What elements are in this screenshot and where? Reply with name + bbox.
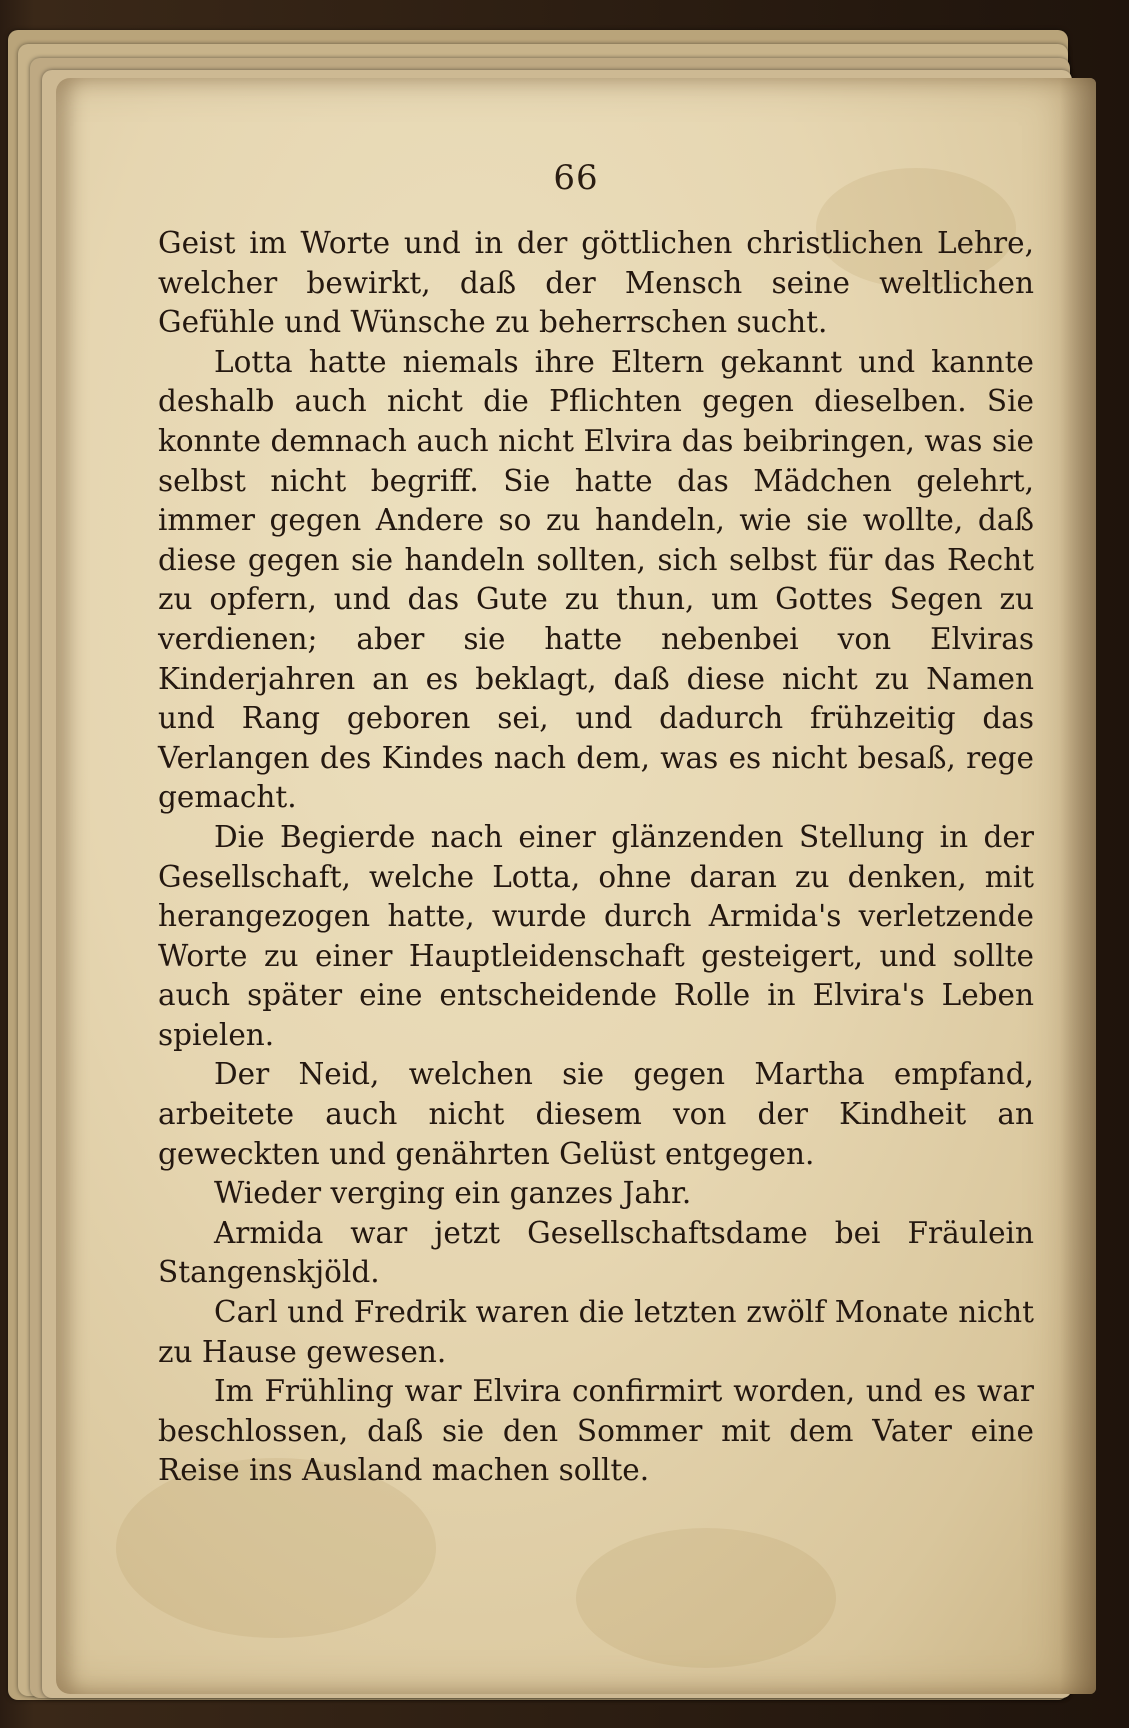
paragraph: Lotta hatte niemals ihre Eltern gekannt und kannte deshalb auch nicht die Pflichten gegen dieselben. Sie konnte demnach auch nicht Elvira das beibringen, was sie selbst nicht begriff. Sie hatte das Mädchen gelehrt, immer gegen Andere so zu handeln, wie sie wollte, daß diese gegen sie handeln sollten, sich selbst für das Recht zu opfern, und das Gute zu thun, um Gottes Segen zu verdienen; aber sie hatte nebenbei von Elviras Kinderjahren an es beklagt, daß diese nicht zu Namen und Rang geboren sei, und dadurch frühzeitig das Verlangen des Kindes nach dem, was es nicht besaß, rege gemacht.	[158, 344, 1034, 815]
paper-stain	[576, 1528, 836, 1668]
paragraph: Geist im Worte und in der göttlichen christlichen Lehre, welcher bewirkt, daß der Mensch seine weltlichen Gefühle und Wünsche zu beherrschen sucht.	[158, 226, 1034, 340]
paragraph: Die Begierde nach einer glänzenden Stellung in der Gesellschaft, welche Lotta, ohne daran zu denken, mit herangezogen hatte, wurde durch Armida's verletzende Worte zu einer Hauptleidenschaft gesteigert, und sollte auch später eine entscheidende Rolle in Elvira's Leben spielen.	[158, 819, 1034, 1052]
paragraph: Carl und Fredrik waren die letzten zwölf Monate nicht zu Hause gewesen.	[158, 1295, 1034, 1369]
body-text	[158, 224, 1034, 1491]
paragraph: Der Neid, welchen sie gegen Martha empfand, arbeitete auch nicht diesem von der Kindheit an geweckten und genährten Gelüst entgegen.	[158, 1057, 1034, 1171]
paragraph: Wieder verging ein ganzes Jahr.	[214, 1176, 692, 1211]
paragraph: Im Frühling war Elvira confirmirt worden, und es war beschlossen, daß sie den Sommer mit dem Vater eine Reise ins Ausland machen sollte.	[158, 1374, 1034, 1488]
page-number: 66	[553, 158, 599, 198]
paragraph: Armida war jetzt Gesellschaftsdame bei Fräulein Stangenskjöld.	[158, 1215, 1034, 1290]
